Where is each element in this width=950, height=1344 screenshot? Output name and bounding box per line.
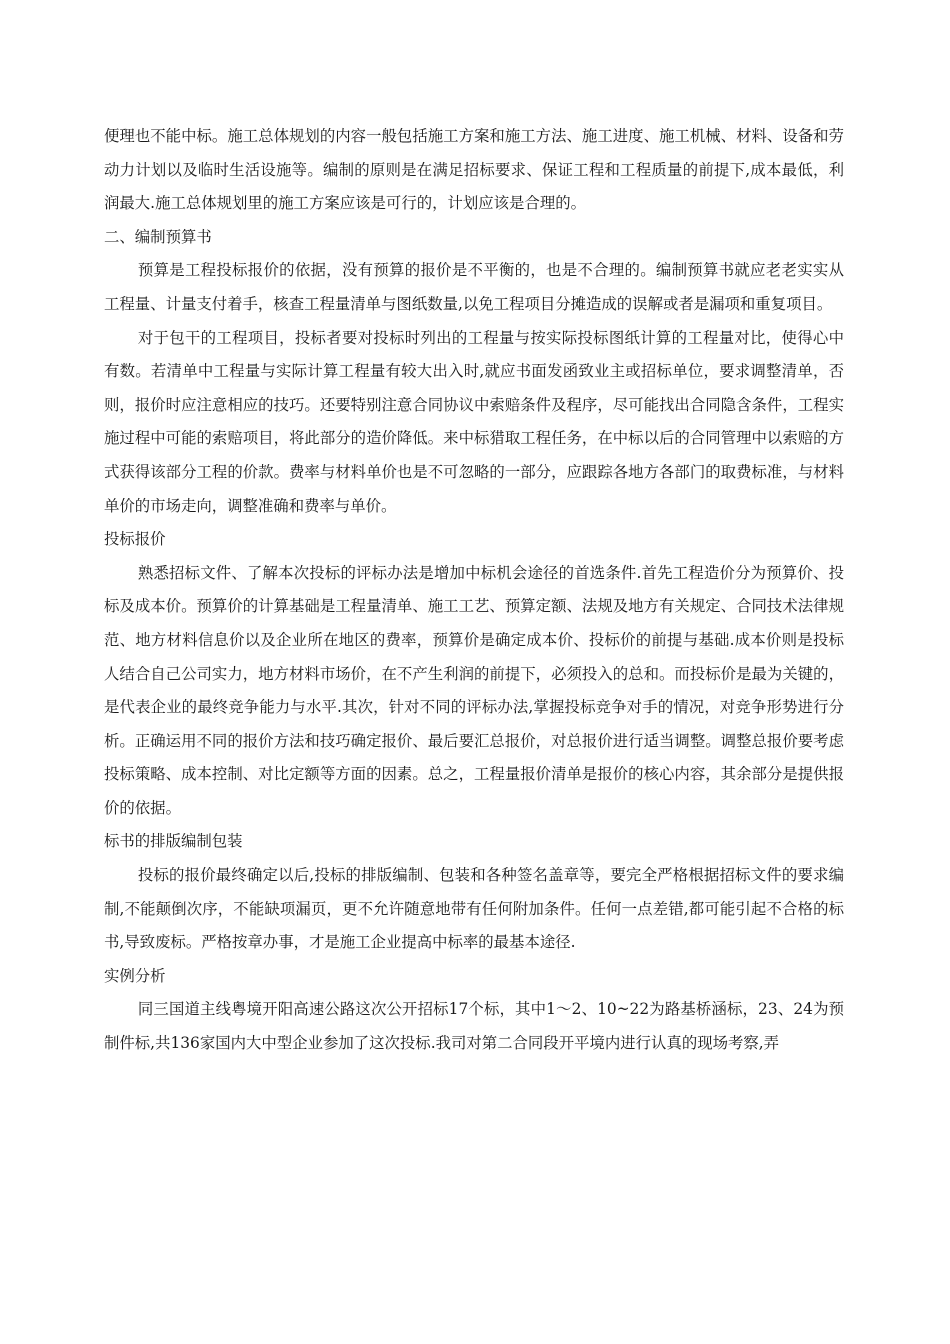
section-heading-bid-quotation: 投标报价 [104, 530, 166, 549]
section-heading-case-analysis: 实例分析 [104, 966, 166, 985]
paragraph-bid-quotation: 熟悉招标文件、了解本次投标的评标办法是增加中标机会途径的首选条件.首先工程造价分为预算价、投标及成本价。预算价的计算基础是工程量清单、施工工艺、预算定额、法规及地方有关规定、合同技术法律规范、地方材料信息价以及企业所在地区的费率，预算价是确定成本价、投标价的前提与基础.成本价则是投标人结合自己公司实力，地方材料市场价，在不产生利润的前提下，必须投入的总和。而投标价是最为关键的，是代表企业的最终竞争能力与水平.其次，针对不同的评标办法,掌握投标竞争对手的情况，对竞争形势进行分析。正确运用不同的报价方法和技巧确定报价、最后要汇总报价，对总报价进行适当调整。调整总报价要考虑投标策略、成本控制、对比定额等方面的因素。总之，工程量报价清单是报价的核心内容，其余部分是提供报价的依据。 [104, 563, 844, 817]
section-heading-budget: 二、编制预算书 [104, 227, 212, 246]
paragraph-case-analysis: 同三国道主线粤境开阳高速公路这次公开招标17个标，其中1～2、10~22为路基桥涵标，23、24为预制件标,共136家国内大中型企业参加了这次投标.我司对第二合同段开平境内进行认真的现场考察,弄 [104, 1000, 844, 1053]
paragraph-lump-sum-items: 对于包干的工程项目，投标者要对投标时列出的工程量与按实际投标图纸计算的工程量对比，使得心中有数。若清单中工程量与实际计算工程量有较大出入时,就应书面发函致业主或招标单位，要求调整清单，否则，报价时应注意相应的技巧。还要特别注意合同协议中索赔条件及程序，尽可能找出合同隐含条件，工程实施过程中可能的索赔项目，将此部分的造价降低。来中标猎取工程任务，在中标以后的合同管理中以索赔的方式获得该部分工程的价款。费率与材料单价也是不可忽略的一部分，应跟踪各地方各部门的取费标准，与材料单价的市场走向，调整准确和费率与单价。 [104, 328, 844, 515]
paragraph-construction-plan: 便理也不能中标。施工总体规划的内容一般包括施工方案和施工方法、施工进度、施工机械、材料、设备和劳动力计划以及临时生活设施等。编制的原则是在满足招标要求、保证工程和工程质量的前提下,成本最低，利润最大.施工总体规划里的施工方案应该是可行的，计划应该是合理的。 [104, 127, 844, 213]
paragraph-budget-basis: 预算是工程投标报价的依据，没有预算的报价是不平衡的，也是不合理的。编制预算书就应老老实实从工程量、计量支付着手，核查工程量清单与图纸数量,以免工程项目分摊造成的误解或者是漏项和重复项目。 [104, 261, 844, 313]
document-body [104, 120, 844, 1061]
section-heading-tender-packaging: 标书的排版编制包装 [104, 832, 243, 851]
paragraph-tender-packaging: 投标的报价最终确定以后,投标的排版编制、包装和各种签名盖章等，要完全严格根据招标文件的要求编制,不能颠倒次序，不能缺项漏页，更不允许随意地带有任何附加条件。任何一点差错,都可能引起不合格的标书,导致废标。严格按章办事，才是施工企业提高中标率的最基本途径. [104, 866, 844, 952]
